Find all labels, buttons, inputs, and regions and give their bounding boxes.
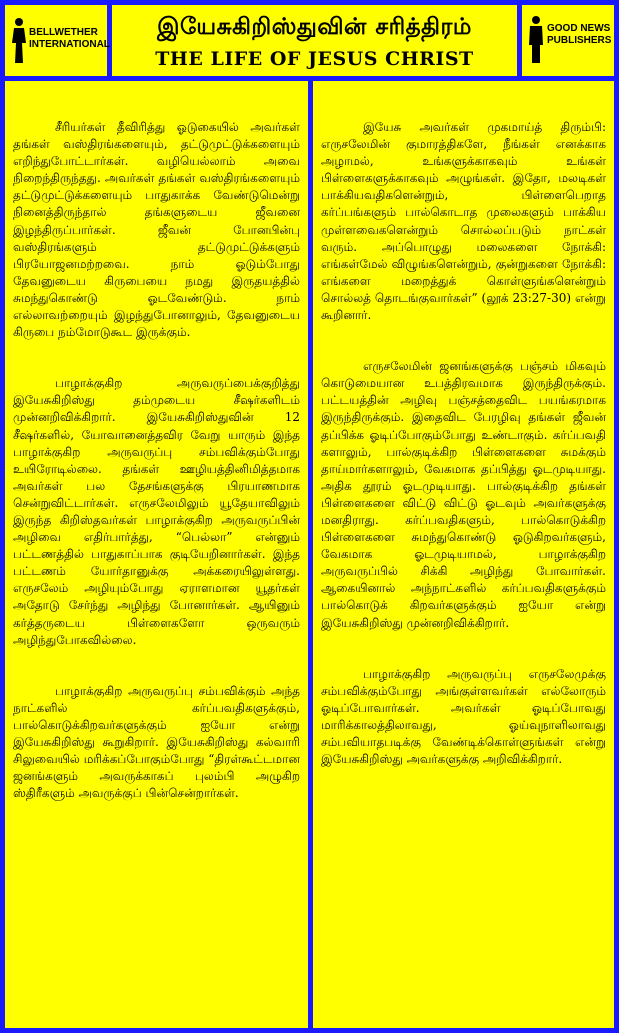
- title-banner: [112, 5, 517, 76]
- right-paragraph-3: பாழாக்குகிற அருவருப்பு எருசலேமுக்கு சம்பவிக்கும்போது அங்குள்ளவர்கள் எல்லோரும் ஓடிப்போவார்கள். அவர்கள் ஓடிப்போவது மாரிக்காலத்திலாவது, ஓய்வுநாளிலாவது சம்பவியாதபடிக்கு வேண்டிக்கொள்ளுங்கள் என்று இயேசுகிறிஸ்து அவர்களுக்கு அறிவிக்கிறார்.: [321, 666, 606, 767]
- bellwether-figure-icon: [11, 17, 27, 65]
- title-tamil: இயேசுகிறிஸ்துவின் சரித்திரம்: [157, 13, 472, 40]
- right-paragraph-2: எருசலேமின் ஜனங்களுக்கு பஞ்சம் மிகவும் கொடுமையான உபத்திரவமாக இருந்திருக்கும். பட்டயத்தின் அழிவு பஞ்சத்தைவிட பயங்கரமாக இருந்திருக்கும். இதைவிட பேரழிவு தங்கள் ஜீவன் தப்பிக்க ஓடிப்போகும்போது உண்டாகும். கர்ப்பவதி களாலும், பால்குடிக்கிற பிள்ளைகளை சுமக்கும் தாய்மார்களாலும், வேகமாக தப்பித்து ஓடமுடியாது. அதிக தூரம் ஓடமுடியாது. பால்குடிக்கிற தங்கள் பிள்ளைகளை விட்டு விட்டு ஓடவும் அவர்களுக்கு மனதிராது. கர்ப்பவதிகளும், பால்கொடுக்கிற பிள்ளைகளை சுமந்துகொண்டு ஓடுகிறவர்களும், வேகமாக ஓடமுடியாமல், பாழாக்குகிற அருவருப்பில் சிக்கி அழிந்து போவார்கள். ஆகையினால் அந்நாட்களில் கர்ப்பவதிகளுக்கும் பால்கொடுக் கிறவர்களுக்கும் ஐயோ என்று இயேசுகிறிஸ்து முன்னறிவிக்கிறார்.: [321, 359, 606, 630]
- logo-left-line2: INTERNATIONAL: [29, 39, 110, 50]
- title-english: THE LIFE OF JESUS CHRIST: [155, 48, 474, 70]
- right-paragraph-1: இயேசு அவர்கள் முகமாய்த் திரும்பி: எருசலேமின் குமாரத்திகளே, நீங்கள் எனக்காக அழாமல், உங்களுக்காகவும் உங்கள் பிள்ளைகளுக்காகவும் அழுங்கள். இதோ, மலடிகள் பாக்கியவதிகளென்றும், பிள்ளைபெறாத கர்ப்பங்களும் பால்கொடாத முலைகளும் பாக்கிய முள்ளவைகளென்றும் சொல்லப்படும் நாட்கள் வரும். அப்பொழுது மலைகளை நோக்கி: எங்கள்மேல் விழுங்களென்றும், குன்றுகளை நோக்கி: எங்களை மறைத்துக் கொள்ளுங்களென்றும் சொல்லத் தொடங்குவார்கள்” (லூக் 23:27-30) என்று கூறினார்.: [321, 120, 606, 323]
- left-paragraph-3: பாழாக்குகிற அருவருப்பு சம்பவிக்கும் அந்த நாட்களில் கர்ப்பவதிகளுக்கும், பால்கொடுக்கிறவர்களுக்கும் ஐயோ என்று இயேசுகிறிஸ்து கூறுகிறார். இயேசுகிறிஸ்து கல்வாரி சிலுவையில் மரிக்கப்போகும்போது “திரள்கூட்டமான ஜனங்களும் அவருக்காகப் புலம்பி அழுகிற ஸ்திரீகளும் அவருக்குப் பின்சென்றார்கள்.: [13, 683, 300, 801]
- left-paragraph-2: பாழாக்குகிற அருவருப்பைக்குறித்து இயேசுகிறிஸ்து தம்முடைய சீஷர்களிடம் முன்னறிவிக்கிறார். இயேசுகிறிஸ்துவின் 12 சீஷர்களில், யோவானைத்தவிர வேறு யாரும் இந்த பாழாக்குகிற அருவருப்பு சம்பவிக்கும்போது உயிரோடில்லை. தங்கள் ஊழியத்தினிமித்தமாக அவர்கள் பல தேசங்களுக்கு பிரயாணமாக சென்றுவிட்டார்கள். எருசலேமிலும் யூதேயாவிலும் இருந்த கிறிஸ்தவர்கள் பாழாக்குகிற அருவருப்பின் அழிவை எதிர்பார்த்து, “பெல்லா” என்னும் பட்டணத்தில் பாதுகாப்பாக குடியேறினார்கள். இந்த பட்டணம் யோர்தானுக்கு அக்கரையிலுள்ளது. எருசலேம் அழியும்போது ஏராளமான யூதர்கள் அதோடு சேர்ந்து அழிந்து போனார்கள். ஆயினும் கர்த்தருடைய பிள்ளைகளோ ஒருவரும் அழிந்துபோகவில்லை.: [13, 376, 300, 647]
- left-paragraph-1: சீரியர்கள் தீவிரித்து ஓடுகையில் அவர்கள் தங்கள் வஸ்திரங்களையும், தட்டுமுட்டுக்களையும் எறிந்துபோட்டார்கள். வழியெல்லாம் அவை நிறைந்திருந்தது. அவர்கள் தங்கள் வஸ்திரங்களையும் தட்டுமுட்டுக்களையும் பாதுகாக்க வேண்டுமென்று நினைத்திருந்தால் தங்களுடைய ஜீவனை இழந்திருப்பார்கள். ஜீவன் போனபின்பு வஸ்திரங்களும் தட்டுமுட்டுக்களும் பிரயோஜனமற்றவை. நாம் ஓடும்போது தேவனுடைய கிருபையை நமது இருதயத்தில் சுமந்துகொண்டு ஓடவேண்டும். நாம் எல்லாவற்றையும் இழந்துபோனாலும், தேவனுடைய கிருபை நம்மோடுகூட இருக்கும்.: [13, 120, 300, 340]
- logo-left-line1: BELLWETHER: [29, 27, 98, 38]
- logo-right-line1: GOOD NEWS: [547, 23, 611, 34]
- right-column: [313, 81, 614, 1028]
- left-column: [5, 81, 308, 1028]
- publisher-figure-icon: [528, 15, 544, 65]
- good-news-logo: [522, 5, 614, 76]
- bellwether-logo: [5, 5, 110, 76]
- logo-right-line2: PUBLISHERS: [547, 35, 612, 46]
